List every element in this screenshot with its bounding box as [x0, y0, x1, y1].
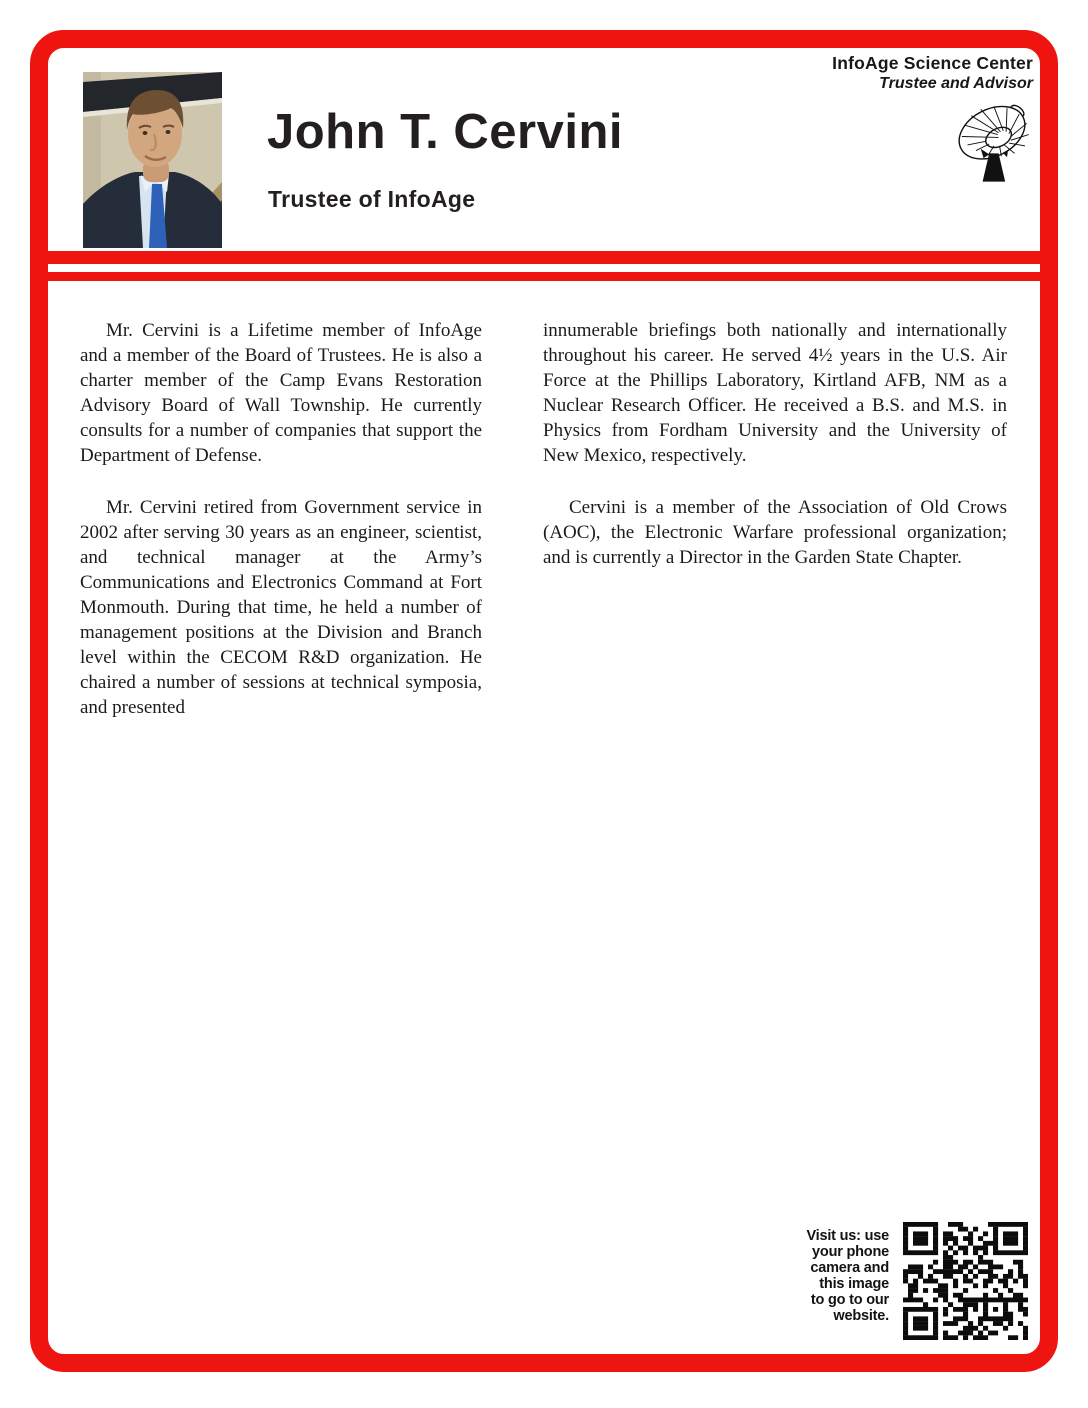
portrait-illustration	[83, 72, 222, 248]
paragraph: Cervini is a member of the Association of Old Crows (AOC), the Electronic Warfare professional organization; and is currently a Director in the Garden State Chapter.	[543, 497, 1007, 568]
article-left-column	[80, 318, 482, 720]
qr-caption-line: camera and	[810, 1260, 889, 1276]
paragraph: Mr. Cervini is a Lifetime member of InfoAge and a member of the Board of Trustees. He is also a charter member of the Camp Evans Restoration Advisory Board of Wall Township. He currently consults for a number of companies that support the Department of Defense.	[80, 320, 482, 466]
qr-caption-line: Visit us: use	[806, 1228, 889, 1244]
qr-caption	[769, 1228, 889, 1324]
portrait-photo	[83, 72, 222, 248]
page-title: John T. Cervini	[267, 105, 624, 159]
qr-caption-line: website.	[833, 1308, 889, 1324]
paragraph: innumerable briefings both nationally and internationally throughout his career. He served 4½ years in the U.S. Air Force at the Phillips Laboratory, Kirtland AFB, NM as a Nuclear Research Officer. He received a B.S. and M.S. in Physics from Fordham University and the University of New Mexico, respectively.	[543, 320, 1007, 466]
satellite-dish-icon	[945, 96, 1039, 192]
article-right-column	[543, 318, 1007, 570]
org-role: Trustee and Advisor	[879, 75, 1033, 92]
page-subtitle: Trustee of InfoAge	[268, 186, 476, 212]
header-divider-thin-rule	[48, 272, 1040, 281]
qr-code	[903, 1222, 1028, 1340]
qr-caption-line: this image	[819, 1276, 889, 1292]
paragraph: Mr. Cervini retired from Government service in 2002 after serving 30 years as an engineer, scientist, and technical manager at the Army’s Communications and Electronics Command at Fort Monmouth. During that time, he held a number of management positions at the Division and Branch level within the CECOM R&D organization. He chaired a number of sessions at technical symposia, and presented	[80, 497, 482, 718]
qr-caption-line: to go to our	[810, 1292, 889, 1308]
qr-caption-line: your phone	[812, 1244, 889, 1260]
org-name: InfoAge Science Center	[832, 53, 1033, 73]
header-divider-thick-rule	[48, 251, 1040, 264]
